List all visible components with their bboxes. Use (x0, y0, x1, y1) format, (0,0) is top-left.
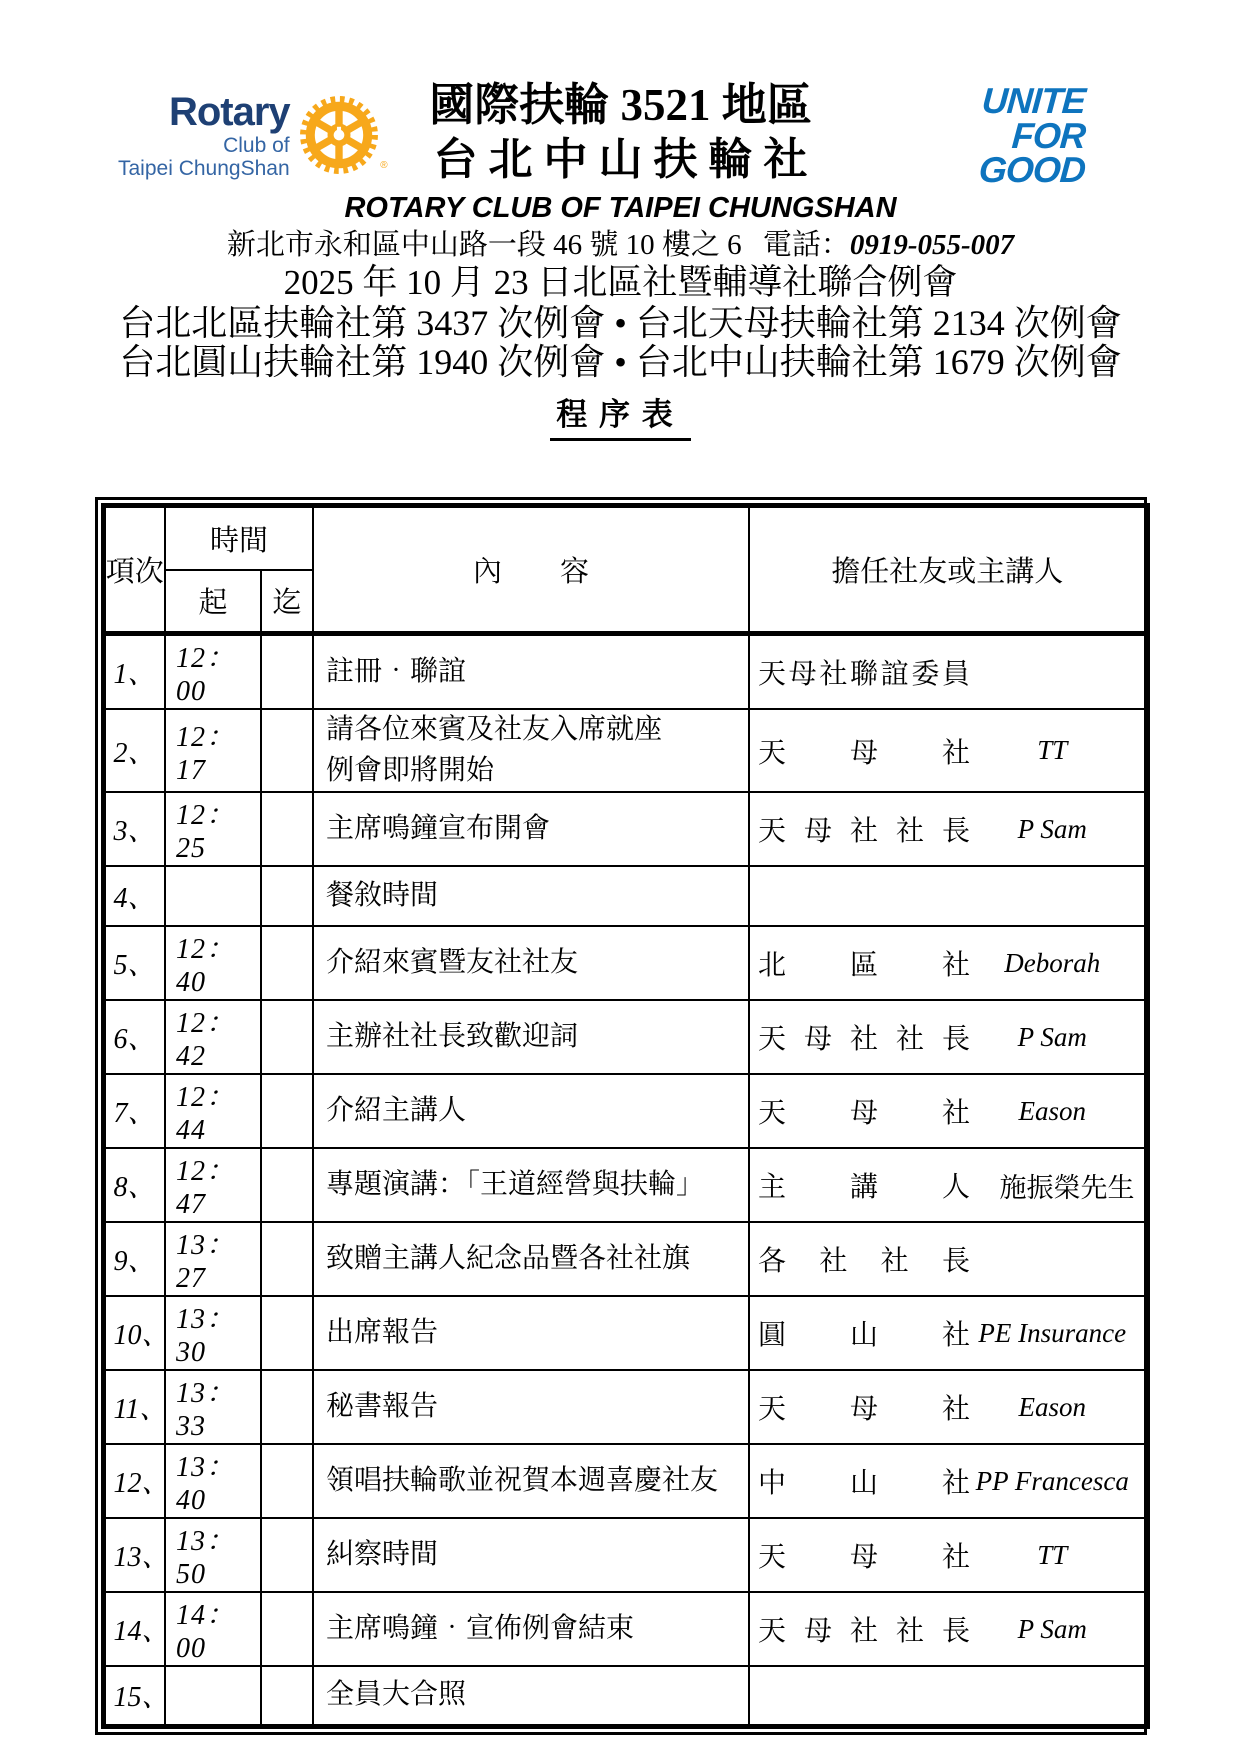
row-time-end (261, 1296, 313, 1370)
header-time: 時間 (165, 506, 313, 570)
speaker-chinese: 天母社 (758, 737, 971, 769)
speaker-chinese: 天母社 (758, 1394, 971, 1426)
table-row (103, 1148, 1147, 1222)
speaker-name: Eason (1018, 1095, 1087, 1126)
row-time-end (261, 1444, 313, 1518)
row-content: 專題演講：「王道經營與扶輪」 (313, 1148, 749, 1222)
row-speaker (749, 926, 1147, 1000)
table-row (103, 792, 1147, 866)
header-item: 項次 (103, 506, 165, 634)
row-time-end (261, 1000, 313, 1074)
row-time-start (165, 1666, 261, 1726)
row-number: 12、 (103, 1444, 165, 1518)
speaker-name: TT (1037, 735, 1068, 766)
speaker-name: P Sam (1017, 1613, 1087, 1644)
row-content: 主席鳴鐘宣布開會 (313, 792, 749, 866)
program-table-header (103, 506, 1147, 634)
address-text: 新北市永和區中山路一段 46 號 10 樓之 6 (226, 229, 742, 261)
row-speaker (749, 1666, 1147, 1726)
district-title: 國際扶輪 3521 地區 (429, 80, 812, 130)
program-title-wrap (0, 389, 1241, 441)
row-number: 11、 (103, 1370, 165, 1444)
table-row (103, 1296, 1147, 1370)
row-number: 6、 (103, 1000, 165, 1074)
masthead (0, 0, 1241, 441)
row-time-end (261, 926, 313, 1000)
speaker-name: 施振榮先生 (999, 1172, 1135, 1203)
speaker-chinese: 中山社 (758, 1468, 971, 1500)
table-row (103, 709, 1147, 792)
rotary-club-name-label: Taipei ChungShan (118, 157, 290, 180)
row-content: 介紹主講人 (313, 1074, 749, 1148)
speaker-chinese: 圓山社 (758, 1320, 971, 1352)
row-time-start (165, 866, 261, 926)
rotary-club-of-label: Club of (223, 134, 290, 157)
row-time-start: 13：30 (165, 1296, 261, 1370)
rotary-wordmark: Rotary (168, 90, 290, 134)
table-row (103, 1074, 1147, 1148)
row-time-end (261, 1518, 313, 1592)
address-line (0, 228, 1241, 262)
row-content: 秘書報告 (313, 1370, 749, 1444)
row-number: 5、 (103, 926, 165, 1000)
speaker-name: P Sam (1017, 813, 1087, 844)
row-speaker (749, 1444, 1147, 1518)
speaker-name: PE Insurance (978, 1317, 1127, 1348)
row-time-start: 12：42 (165, 1000, 261, 1074)
row-time-end (261, 866, 313, 926)
meeting-date-line: 2025 年 10 月 23 日北區社暨輔導社聯合例會 (283, 263, 958, 302)
speaker-name: P Sam (1017, 1021, 1087, 1052)
row-speaker (749, 709, 1147, 792)
row-speaker (749, 1518, 1147, 1592)
phone-label: 電話： (762, 229, 850, 261)
row-time-end (261, 634, 313, 710)
speaker-chinese: 主講人 (758, 1172, 971, 1204)
table-row (103, 926, 1147, 1000)
table-row (103, 634, 1147, 710)
row-time-start: 13：33 (165, 1370, 261, 1444)
club-title-cn: 台 北 中 山 扶 輪 社 (433, 135, 808, 184)
speaker-chinese: 各社社長 (758, 1246, 971, 1278)
row-speaker (749, 1296, 1147, 1370)
header-time-end: 迄 (261, 570, 313, 634)
table-row (103, 1000, 1147, 1074)
row-content: 餐敘時間 (313, 866, 749, 926)
rotary-club-logo (118, 90, 388, 181)
row-content: 主辦社社長致歡迎詞 (313, 1000, 749, 1074)
row-time-end (261, 1666, 313, 1726)
row-number: 14、 (103, 1592, 165, 1666)
row-time-start: 12：25 (165, 792, 261, 866)
joint-meeting-line-1: 台北北區扶輪社第 3437 次例會 • 台北天母扶輪社第 2134 次例會 (119, 303, 1122, 343)
row-number: 7、 (103, 1074, 165, 1148)
row-time-start: 12：17 (165, 709, 261, 792)
row-time-end (261, 792, 313, 866)
speaker-name: PP Francesca (975, 1465, 1129, 1496)
table-row (103, 1592, 1147, 1666)
row-time-end (261, 1370, 313, 1444)
speaker-chinese: 天母社社長 (758, 1616, 971, 1648)
ufg-line-good: GOOD (977, 149, 1087, 191)
row-speaker (749, 1370, 1147, 1444)
program-table (101, 503, 1150, 1729)
row-content: 糾察時間 (313, 1518, 749, 1592)
row-number: 1、 (103, 634, 165, 710)
table-row (103, 866, 1147, 926)
row-time-start: 14：00 (165, 1592, 261, 1666)
row-number: 3、 (103, 792, 165, 866)
header-speaker: 擔任社友或主講人 (749, 506, 1147, 634)
row-time-end (261, 1074, 313, 1148)
row-content: 出席報告 (313, 1296, 749, 1370)
row-number: 4、 (103, 866, 165, 926)
speaker-chinese: 天母社社長 (758, 1024, 971, 1056)
row-content: 請各位來賓及社友入席就座 例會即將開始 (313, 709, 749, 792)
speaker-name: Deborah (1004, 947, 1101, 978)
row-time-start: 13：40 (165, 1444, 261, 1518)
speaker-name: TT (1037, 1539, 1068, 1570)
row-time-end (261, 709, 313, 792)
unite-for-good-logo (955, 80, 1087, 191)
row-content: 全員大合照 (313, 1666, 749, 1726)
ufg-line-for: FOR (1010, 114, 1087, 156)
row-time-end (261, 1222, 313, 1296)
row-number: 2、 (103, 709, 165, 792)
program-table-body (103, 634, 1147, 1727)
joint-meeting-line-2: 台北圓山扶輪社第 1940 次例會 • 台北中山扶輪社第 1679 次例會 (119, 342, 1122, 382)
table-row (103, 1444, 1147, 1518)
header-content: 內 容 (313, 506, 749, 634)
row-time-end (261, 1592, 313, 1666)
speaker-chinese: 天母社 (758, 1542, 971, 1574)
club-title-en: ROTARY CLUB OF TAIPEI CHUNGSHAN (344, 192, 897, 224)
rotary-wheel-icon (298, 94, 388, 181)
speaker-chinese: 北區社 (758, 950, 971, 982)
row-speaker (749, 634, 1147, 710)
row-speaker (749, 1074, 1147, 1148)
row-time-start: 12：00 (165, 634, 261, 710)
row-content: 致贈主講人紀念品暨各社社旗 (313, 1222, 749, 1296)
header-time-start: 起 (165, 570, 261, 634)
program-title: 程 序 表 (550, 389, 691, 441)
row-content: 主席鳴鐘‧宣佈例會結束 (313, 1592, 749, 1666)
table-row (103, 1518, 1147, 1592)
row-speaker (749, 1148, 1147, 1222)
row-content: 領唱扶輪歌並祝賀本週喜慶社友 (313, 1444, 749, 1518)
registered-mark: ® (380, 160, 388, 171)
row-number: 13、 (103, 1518, 165, 1592)
row-number: 15、 (103, 1666, 165, 1726)
row-number: 8、 (103, 1148, 165, 1222)
row-speaker (749, 866, 1147, 926)
row-number: 9、 (103, 1222, 165, 1296)
row-time-start: 13：50 (165, 1518, 261, 1592)
table-row (103, 1666, 1147, 1726)
speaker-name: Eason (1018, 1391, 1087, 1422)
row-speaker (749, 792, 1147, 866)
row-speaker (749, 1592, 1147, 1666)
row-time-start: 12：44 (165, 1074, 261, 1148)
rotary-logo-text (118, 92, 290, 179)
row-number: 10、 (103, 1296, 165, 1370)
ufg-line-unite: UNITE (980, 80, 1087, 121)
row-time-start: 13：27 (165, 1222, 261, 1296)
row-content: 介紹來賓暨友社社友 (313, 926, 749, 1000)
speaker-chinese: 天母社 (758, 1098, 971, 1130)
row-time-start: 12：47 (165, 1148, 261, 1222)
row-content: 註冊‧聯誼 (313, 634, 749, 710)
program-table-border (95, 497, 1147, 1735)
row-time-end (261, 1148, 313, 1222)
table-row (103, 1222, 1147, 1296)
speaker-chinese: 天母社聯誼委員 (758, 659, 971, 690)
phone-number: 0919-055-007 (849, 229, 1015, 261)
row-time-start: 12：40 (165, 926, 261, 1000)
speaker-chinese: 天母社社長 (758, 816, 971, 848)
row-speaker (749, 1000, 1147, 1074)
row-speaker (749, 1222, 1147, 1296)
table-row (103, 1370, 1147, 1444)
